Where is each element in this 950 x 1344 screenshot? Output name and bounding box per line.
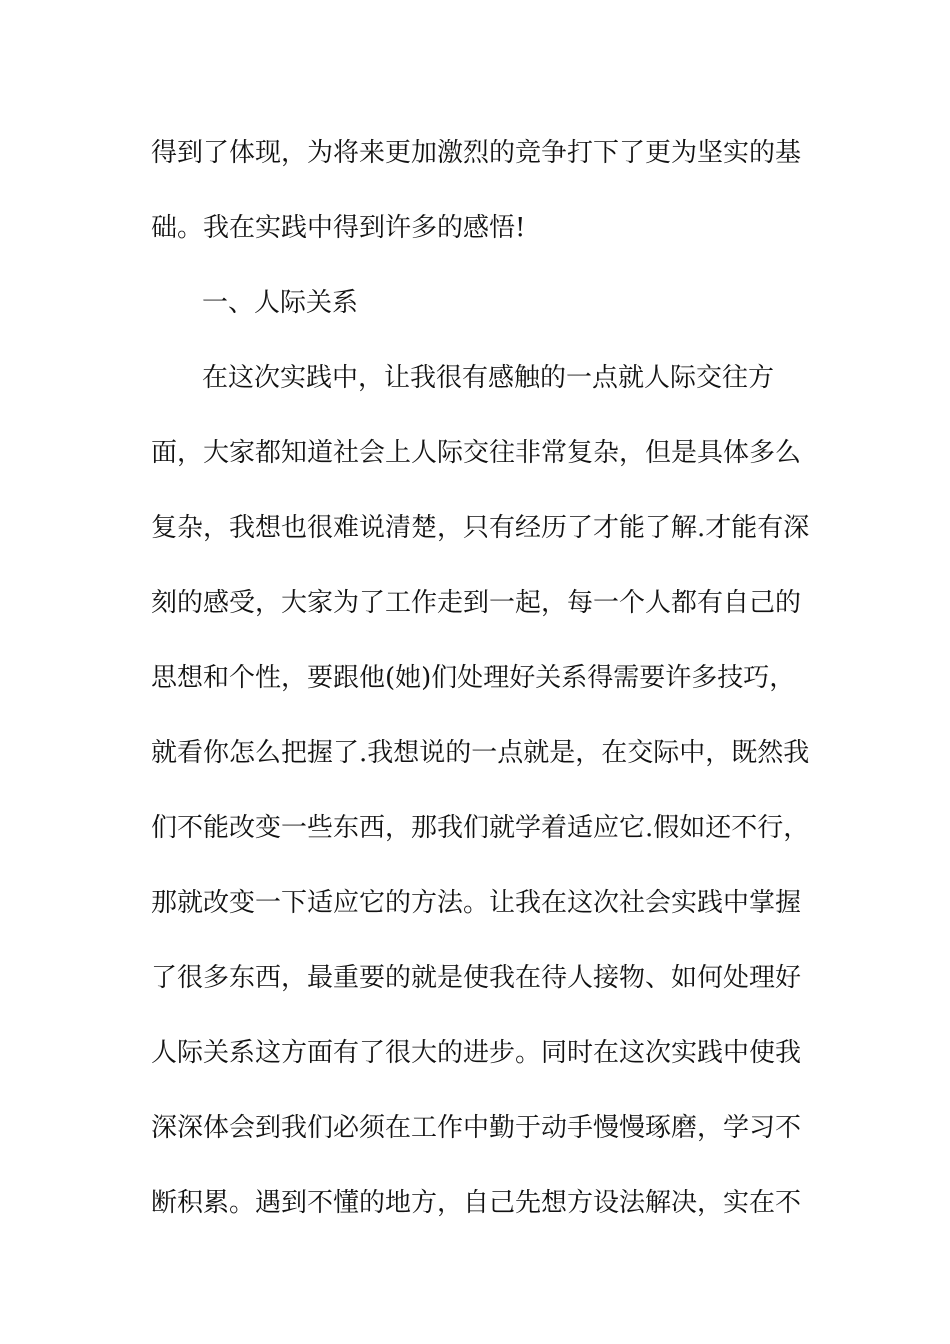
text-line: 础。我在实践中得到许多的感悟! [151,213,526,243]
text-line: 复杂，我想也很难说清楚，只有经历了才能了解.才能有深 [151,513,810,543]
text-line: 得到了体现，为将来更加激烈的竞争打下了更为坚实的基 [151,138,802,168]
text-line: 刻的感受，大家为了工作走到一起，每一个人都有自己的 [151,588,802,618]
text-line: 们不能改变一些东西，那我们就学着适应它.假如还不行， [151,813,810,843]
text-line: 在这次实践中，让我很有感触的一点就人际交往方 [202,363,775,393]
text-line: 了很多东西，最重要的就是使我在待人接物、如何处理好 [151,963,802,993]
text-line: 深深体会到我们必须在工作中勤于动手慢慢琢磨，学习不 [151,1113,802,1143]
text-line: 那就改变一下适应它的方法。让我在这次社会实践中掌握 [151,888,802,918]
text-line: 面，大家都知道社会上人际交往非常复杂，但是具体多么 [151,438,802,468]
text-line: 思想和个性，要跟他(她)们处理好关系得需要许多技巧， [151,663,796,693]
text-line: 人际关系这方面有了很大的进步。同时在这次实践中使我 [151,1038,802,1068]
body-text [151,131,811,1256]
text-line: 断积累。遇到不懂的地方，自己先想方设法解决，实在不 [151,1188,802,1218]
section-heading: 一、人际关系 [202,288,359,318]
text-line: 就看你怎么把握了.我想说的一点就是，在交际中，既然我 [151,738,810,768]
